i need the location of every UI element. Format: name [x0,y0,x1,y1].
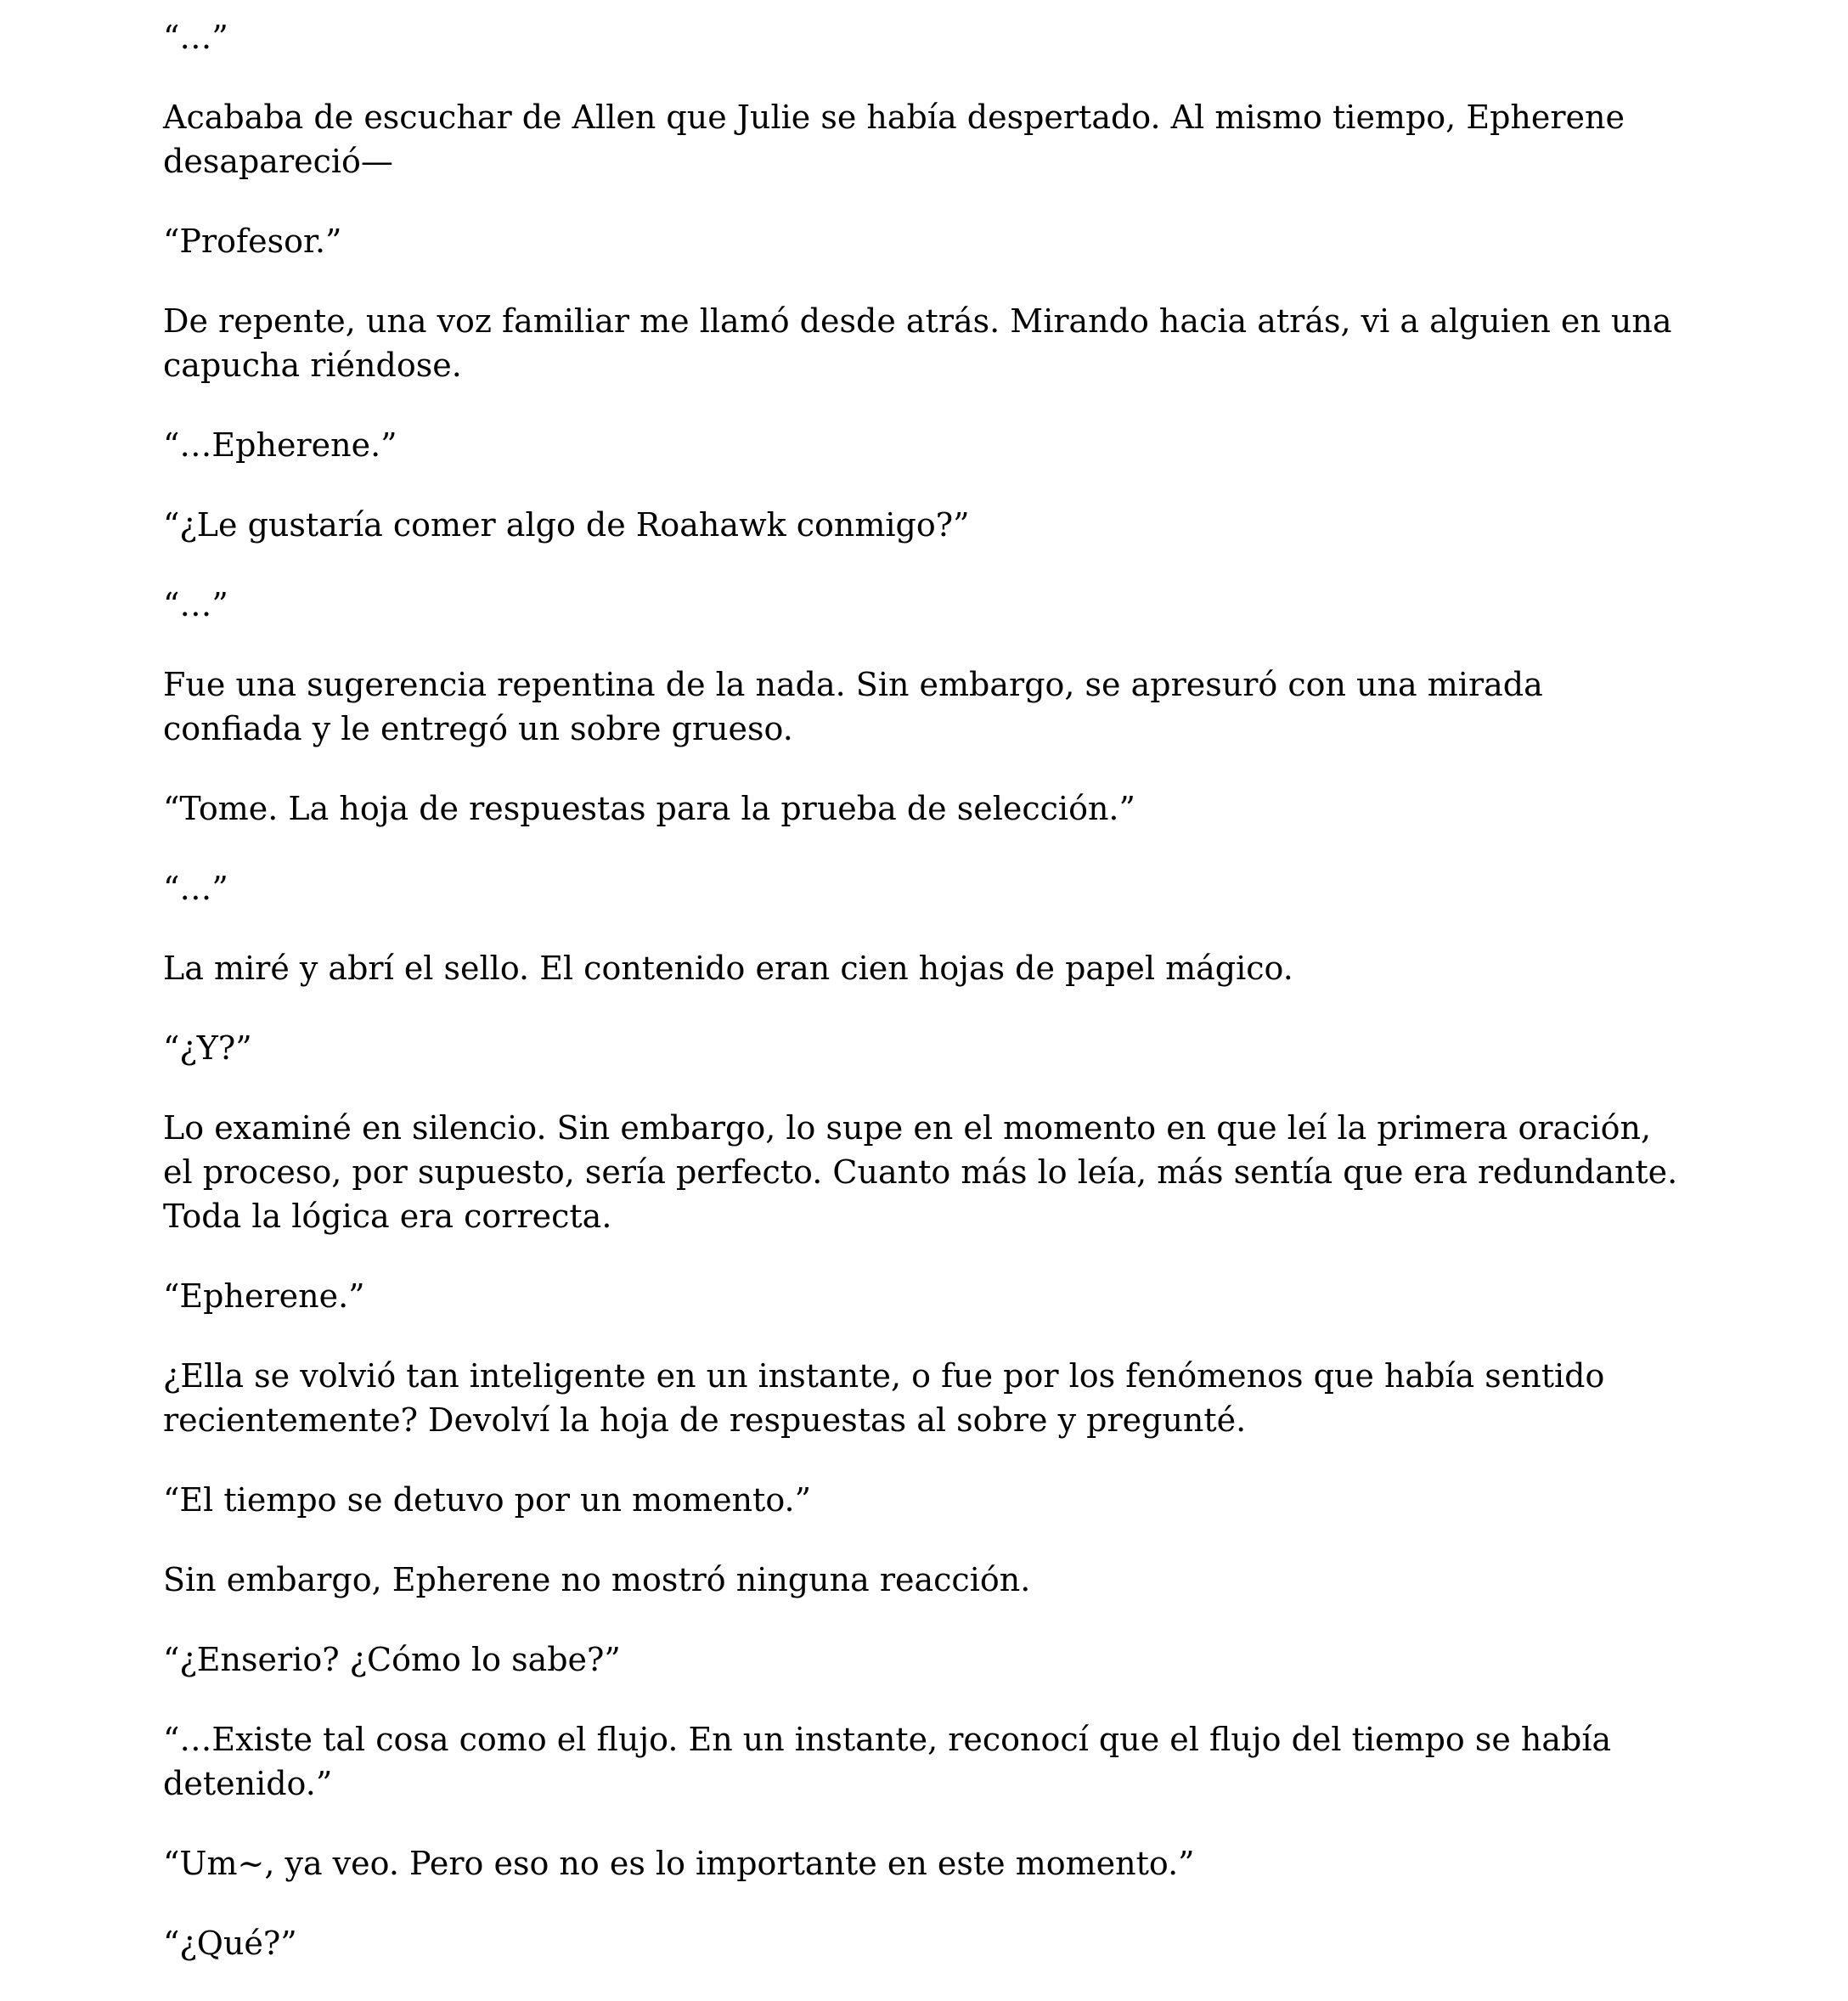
narration-paragraph: Fue una sugerencia repentina de la nada. Sin embargo, se apresuró con una mirada confiada y le entregó un sobre grueso. [163,666,1543,747]
dialogue-line: “¿Enserio? ¿Cómo lo sabe?” [163,1641,621,1678]
dialogue-line: “¿Qué?” [163,1925,297,1962]
dialogue-line: “Epherene.” [163,1277,365,1315]
dialogue-line: “…” [163,586,228,623]
dialogue-line: “Profesor.” [163,223,342,260]
narration-paragraph: Acababa de escuchar de Allen que Julie se había despertado. Al mismo tiempo, Epherene desapareció— [163,99,1625,180]
dialogue-line: “El tiempo se detuvo por un momento.” [163,1481,812,1519]
narration-paragraph: ¿Ella se volvió tan inteligente en un instante, o fue por los fenómenos que había sentido recientemente? Devolví la hoja de respuestas al sobre y pregunté. [163,1357,1605,1439]
dialogue-line: “…Epherene.” [163,426,397,464]
dialogue-line: “…” [163,870,228,907]
dialogue-line: “Tome. La hoja de respuestas para la prueba de selección.” [163,790,1135,827]
document-page [163,15,1683,2001]
dialogue-line: “¿Y?” [163,1029,252,1067]
narration-paragraph: Sin embargo, Epherene no mostró ninguna reacción. [163,1561,1031,1598]
dialogue-line: “¿Le gustaría comer algo de Roahawk conmigo?” [163,506,970,544]
dialogue-line: “…Existe tal cosa como el flujo. En un instante, reconocí que el flujo del tiempo se había detenido.” [163,1721,1612,1802]
narration-paragraph: La miré y abrí el sello. El contenido eran cien hojas de papel mágico. [163,950,1293,987]
dialogue-line: “…” [163,19,228,56]
dialogue-line: “Um~, ya veo. Pero eso no es lo importante en este momento.” [163,1845,1195,1882]
narration-paragraph: Lo examiné en silencio. Sin embargo, lo supe en el momento en que leí la primera oración, el proceso, por supuesto, sería perfecto. Cuanto más lo leía, más sentía que era redundante. Toda la lógica era correcta. [163,1109,1678,1235]
narration-paragraph: De repente, una voz familiar me llamó desde atrás. Mirando hacia atrás, vi a alguien en una capucha riéndose. [163,302,1672,384]
